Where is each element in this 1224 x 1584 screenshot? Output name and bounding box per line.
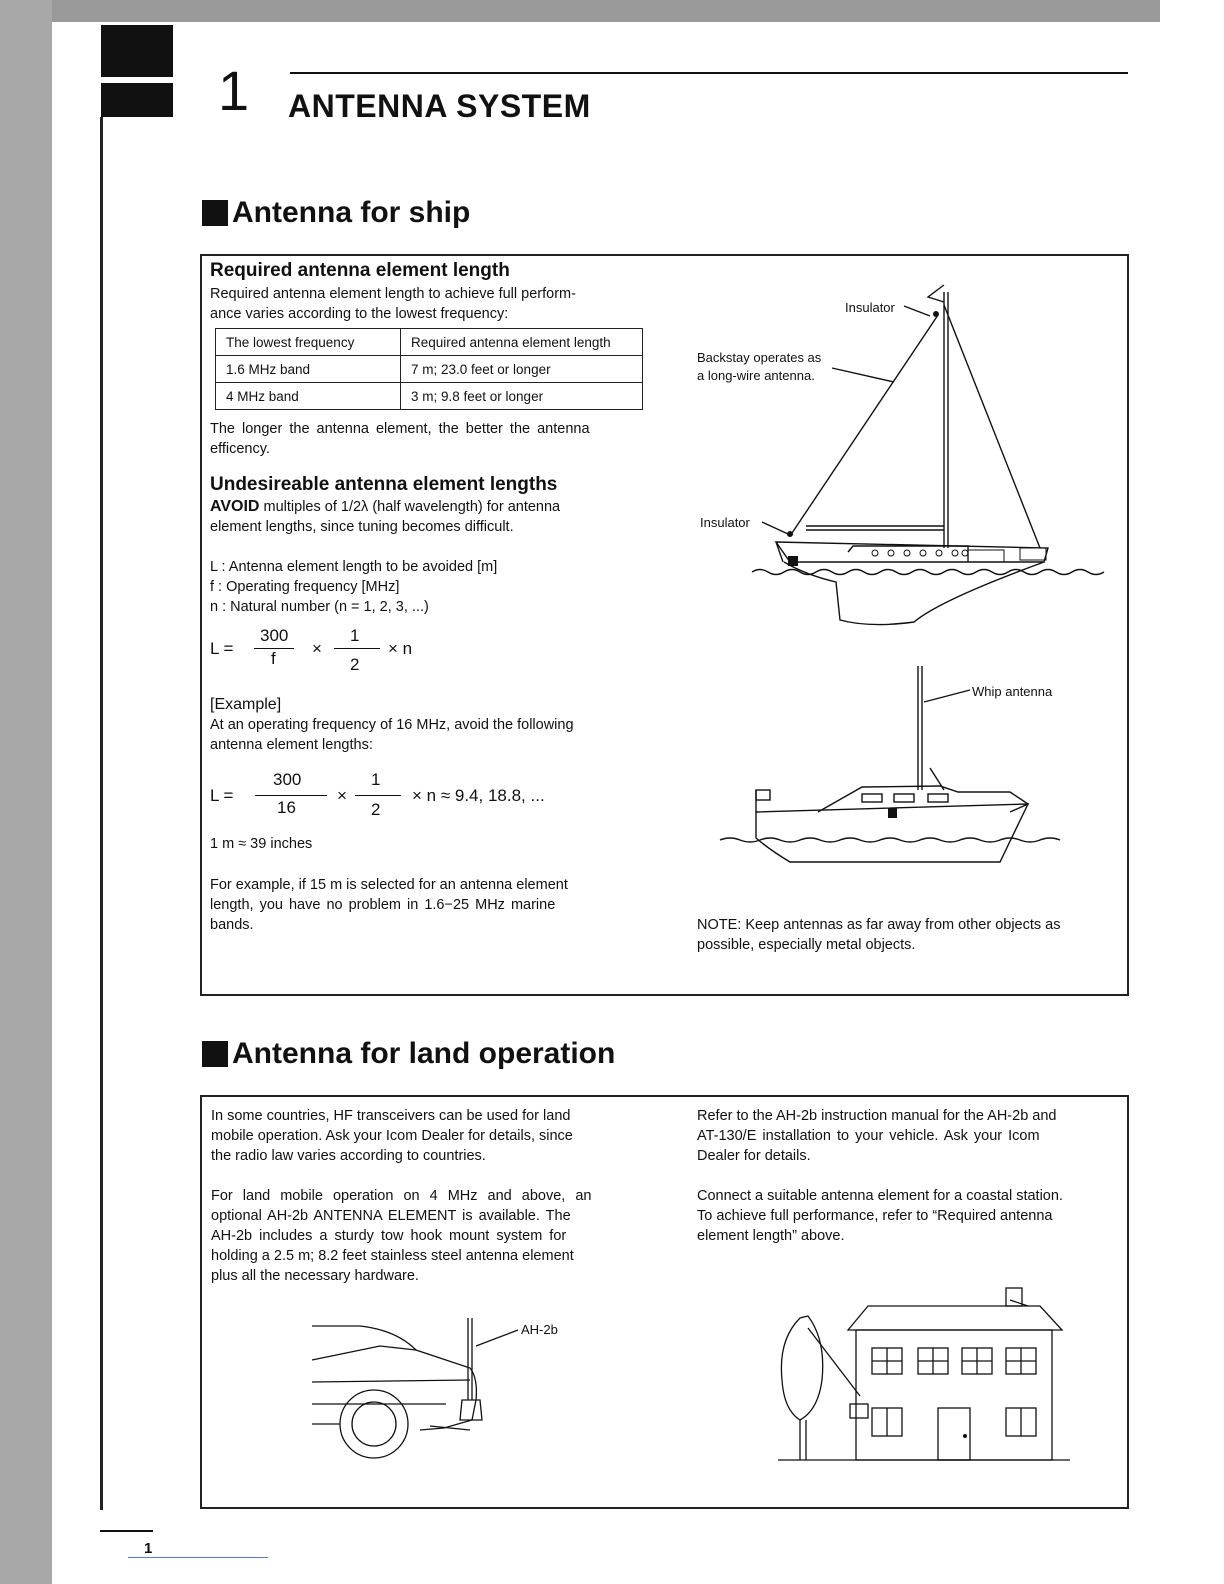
land-right-p1-1: Refer to the AH-2b instruction manual for the AH-2b and — [697, 1108, 1057, 1124]
formula-denominator: 16 — [277, 798, 296, 817]
footer-link-underline — [128, 1557, 268, 1558]
label-whip-antenna: Whip antenna — [972, 684, 1053, 699]
label-insulator-top: Insulator — [845, 300, 895, 315]
label-backstay-2: a long-wire antenna. — [697, 368, 815, 383]
land-left-p2-1: For land mobile operation on 4 MHz and above, an — [211, 1188, 592, 1204]
formula-tail: × n — [388, 639, 413, 658]
land-right-p1-3: Dealer for details. — [697, 1148, 811, 1164]
formula-numerator: 1 — [350, 626, 360, 645]
formula-denominator: 2 — [350, 655, 360, 674]
ship-heading-text: Antenna for ship — [232, 196, 471, 229]
chapter-title: ANTENNA SYSTEM — [288, 88, 591, 124]
land-left-p1-3: the radio law varies according to countries. — [211, 1148, 486, 1164]
formula-numerator: 1 — [371, 770, 381, 789]
required-intro-1: Required antenna element length to achieve full perform- — [210, 286, 576, 302]
land-left-p1-2: mobile operation. Ask your Icom Dealer for details, since — [211, 1128, 573, 1144]
example-para-2: length, you have no problem in 1.6−25 MHz marine — [210, 897, 556, 913]
undesirable-title: Undesireable antenna element lengths — [210, 474, 558, 495]
land-left-p1-1: In some countries, HF transceivers can be used for land — [211, 1108, 571, 1124]
page-number: 1 — [144, 1540, 153, 1557]
example-line-1: At an operating frequency of 16 MHz, avoid the following — [210, 717, 574, 733]
formula-numerator: 300 — [260, 626, 289, 645]
land-left-p2-5: plus all the necessary hardware. — [211, 1268, 419, 1284]
land-right-p2-3: element length” above. — [697, 1228, 845, 1244]
land-heading-text: Antenna for land operation — [232, 1037, 616, 1070]
ship-note-2: possible, especially metal objects. — [697, 937, 916, 953]
footer-rule — [100, 1530, 153, 1532]
chapter-number: 1 — [218, 59, 250, 122]
required-intro-2: ance varies according to the lowest frequency: — [210, 306, 509, 322]
table-cell: 4 MHz band — [216, 383, 401, 410]
required-note-2: efficency. — [210, 441, 270, 457]
required-title: Required antenna element length — [210, 260, 510, 281]
formula-times: × — [312, 639, 322, 658]
land-right-p1-2: AT-130/E installation to your vehicle. Ask your Icom — [697, 1128, 1040, 1144]
unit-conversion: 1 m ≈ 39 inches — [210, 836, 313, 852]
required-note-1: The longer the antenna element, the better the antenna — [210, 421, 590, 437]
label-backstay-1: Backstay operates as — [697, 350, 822, 365]
avoid-rest: multiples of 1/2λ (half wavelength) for antenna — [259, 499, 561, 515]
table-header: The lowest frequency — [216, 329, 401, 356]
example-title: [Example] — [210, 696, 282, 713]
formula-denominator: f — [271, 649, 276, 668]
example-line-2: antenna element lengths: — [210, 737, 373, 753]
label-ah2b: AH-2b — [521, 1322, 558, 1337]
table-cell: 7 m; 23.0 feet or longer — [401, 356, 643, 383]
example-para-3: bands. — [210, 917, 254, 933]
formula-lhs: L = — [210, 786, 234, 805]
formula-denominator: 2 — [371, 800, 381, 819]
definition-L: L : Antenna element length to be avoided [m] — [210, 559, 498, 575]
avoid-line-2: element lengths, since tuning becomes difficult. — [210, 519, 514, 535]
table-header: Required antenna element length — [401, 329, 643, 356]
table-cell: 1.6 MHz band — [216, 356, 401, 383]
land-right-p2-2: To achieve full performance, refer to “Required antenna — [697, 1208, 1053, 1224]
land-left-p2-2: optional AH-2b ANTENNA ELEMENT is available. The — [211, 1208, 571, 1224]
table-cell: 3 m; 9.8 feet or longer — [401, 383, 643, 410]
formula-numerator: 300 — [273, 770, 302, 789]
formula-tail: × n ≈ 9.4, 18.8, ... — [412, 786, 545, 805]
label-insulator-bottom: Insulator — [700, 515, 750, 530]
land-left-p2-4: holding a 2.5 m; 8.2 feet stainless steel antenna element — [211, 1248, 574, 1264]
formula-lhs: L = — [210, 639, 234, 658]
definition-f: f : Operating frequency [MHz] — [210, 579, 400, 595]
avoid-word: AVOID — [210, 498, 260, 515]
land-left-p2-3: AH-2b includes a sturdy tow hook mount system for — [211, 1228, 567, 1244]
land-right-p2-1: Connect a suitable antenna element for a coastal station. — [697, 1188, 1063, 1204]
example-para-1: For example, if 15 m is selected for an antenna element — [210, 877, 568, 893]
formula-times: × — [337, 786, 347, 805]
definition-n: n : Natural number (n = 1, 2, 3, ...) — [210, 599, 429, 615]
ship-note-1: NOTE: Keep antennas as far away from other objects as — [697, 917, 1061, 933]
